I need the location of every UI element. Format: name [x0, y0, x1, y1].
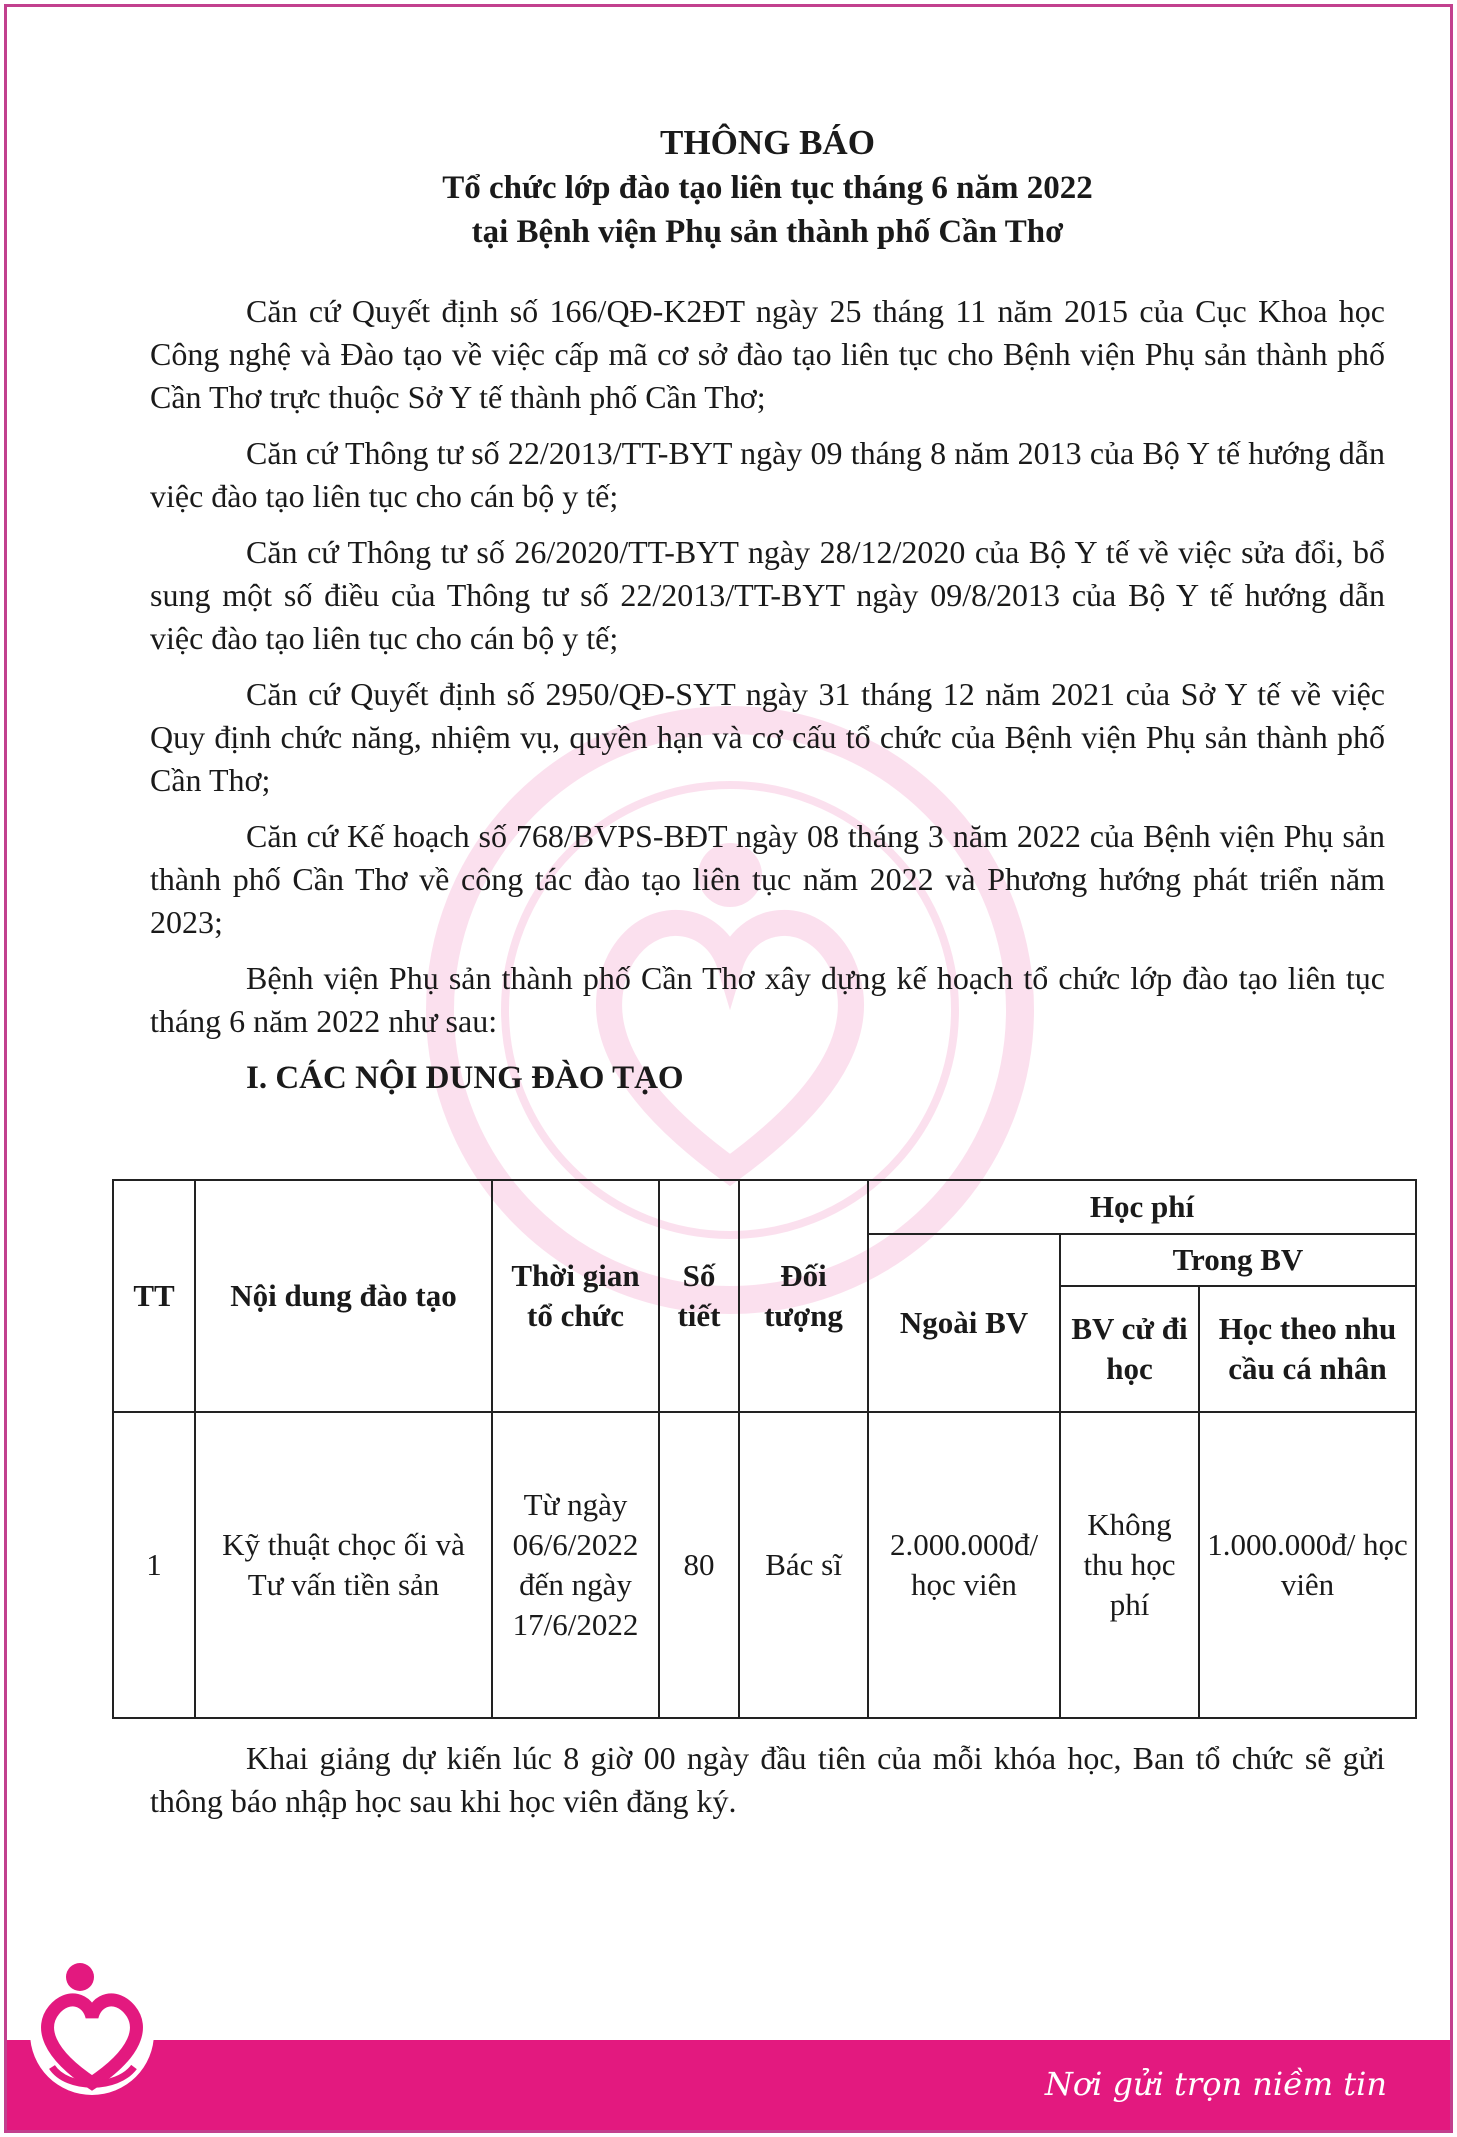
section-title: I. CÁC NỘI DUNG ĐÀO TẠO: [246, 1060, 684, 1096]
closing-section: [150, 1737, 1385, 1836]
legal-basis: [150, 290, 1385, 1043]
footer-slogan: Nơi gửi trọn niềm tin: [1044, 2065, 1387, 2103]
header-sent: BV cử đi học: [1060, 1286, 1199, 1412]
cell-content: Kỹ thuật chọc ối và Tư vấn tiền sản: [195, 1412, 492, 1718]
cell-target: Bác sĩ: [739, 1412, 868, 1718]
paragraph: Căn cứ Quyết định số 2950/QĐ-SYT ngày 31 tháng 12 năm 2021 của Sở Y tế về việc Quy định chức năng, nhiệm vụ, quyền hạn và cơ cấu tổ chức của Bệnh viện Phụ sản thành phố Cần Thơ;: [150, 676, 1385, 798]
paragraph: Căn cứ Quyết định số 166/QĐ-K2ĐT ngày 25 tháng 11 năm 2015 của Cục Khoa học Công nghệ và Đào tạo về việc cấp mã cơ sở đào tạo liên tục cho Bệnh viện Phụ sản thành phố Cần Thơ trực thuộc Sở Y tế thành phố Cần Thơ;: [150, 293, 1385, 415]
cell-periods: 80: [659, 1412, 739, 1718]
header-fee: Học phí: [868, 1180, 1416, 1234]
closing-paragraph: Khai giảng dự kiến lúc 8 giờ 00 ngày đầu tiên của mỗi khóa học, Ban tổ chức sẽ gửi thông báo nhập học sau khi học viên đăng ký.: [150, 1740, 1385, 1819]
document-title: THÔNG BÁO: [660, 123, 875, 162]
paragraph: Căn cứ Kế hoạch số 768/BVPS-BĐT ngày 08 tháng 3 năm 2022 của Bệnh viện Phụ sản thành phố Cần Thơ về công tác đào tạo liên tục năm 2022 và Phương hướng phát triển năm 2023;: [150, 818, 1385, 940]
document-subtitle-line1: Tổ chức lớp đào tạo liên tục tháng 6 năm 2022: [442, 170, 1093, 206]
document-subtitle-line2: tại Bệnh viện Phụ sản thành phố Cần Thơ: [471, 214, 1064, 250]
cell-sent: Không thu học phí: [1060, 1412, 1199, 1718]
header-content: Nội dung đào tạo: [195, 1180, 492, 1412]
cell-tt: 1: [113, 1412, 195, 1718]
header-time: Thời gian tổ chức: [492, 1180, 659, 1412]
header-target: Đối tượng: [739, 1180, 868, 1412]
training-table: [112, 1179, 1417, 1719]
header-tt: TT: [113, 1180, 195, 1412]
header-personal: Học theo nhu cầu cá nhân: [1199, 1286, 1416, 1412]
cell-personal: 1.000.000đ/ học viên: [1199, 1412, 1416, 1718]
document-body: [150, 120, 1385, 1118]
cell-outside: 2.000.000đ/ học viên: [868, 1412, 1060, 1718]
header-inside: Trong BV: [1060, 1234, 1416, 1286]
header-outside: Ngoài BV: [868, 1234, 1060, 1412]
paragraph: Căn cứ Thông tư số 26/2020/TT-BYT ngày 28/12/2020 của Bộ Y tế về việc sửa đổi, bổ sung một số điều của Thông tư số 22/2013/TT-BYT ngày 09/8/2013 của Bộ Y tế hướng dẫn việc đào tạo liên tục cho cán bộ y tế;: [150, 534, 1385, 656]
table-row: [113, 1412, 1416, 1718]
hospital-logo-icon: [22, 1955, 162, 2105]
table-header-row: [113, 1180, 1416, 1234]
header-periods: Số tiết: [659, 1180, 739, 1412]
cell-time: Từ ngày 06/6/2022 đến ngày 17/6/2022: [492, 1412, 659, 1718]
paragraph: Bệnh viện Phụ sản thành phố Cần Thơ xây dựng kế hoạch tổ chức lớp đào tạo liên tục tháng 6 năm 2022 như sau:: [150, 960, 1385, 1039]
document-heading: [150, 120, 1385, 254]
paragraph: Căn cứ Thông tư số 22/2013/TT-BYT ngày 09 tháng 8 năm 2013 của Bộ Y tế hướng dẫn việc đào tạo liên tục cho cán bộ y tế;: [150, 435, 1385, 514]
